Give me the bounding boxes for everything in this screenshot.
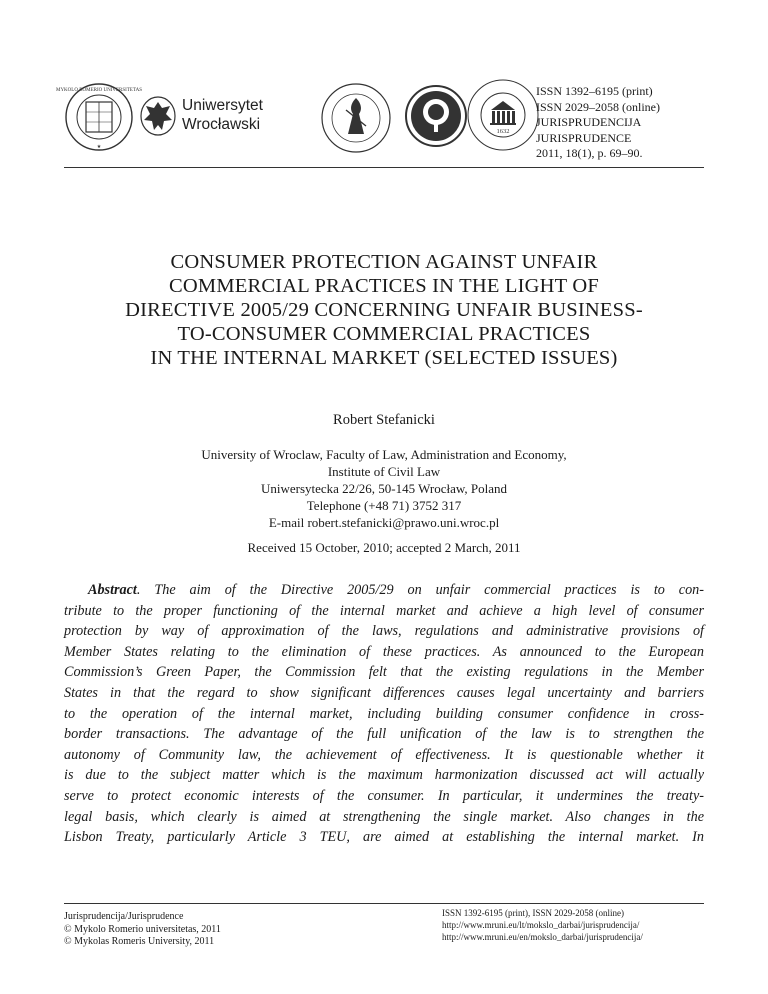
mru-seal-text: MYKOLO ROMERIO UNIVERSITETAS (56, 88, 142, 93)
article-title: CONSUMER PROTECTION AGAINST UNFAIR COMMERCIAL PRACTICES IN THE LIGHT OF DIRECTIVE 2005/29 CONCERNING UNFAIR BUSINESS- TO-CONSUMER COMMERCIAL PRACTICES IN THE INTERNAL MARKET (SELECTED ISSUES) (125, 251, 643, 369)
journal-link-en[interactable]: http://www.mruni.eu/en/mokslo_darbai/jurisprudencija/ (442, 932, 643, 942)
journal-name-en: JURISPRUDENCE (536, 130, 632, 145)
university-of-tartu-logo (464, 76, 542, 154)
eagle-icon (138, 94, 178, 138)
header-divider (64, 167, 704, 168)
masaryk-seal-icon (320, 82, 392, 154)
author-name: Robert Stefanicki (333, 412, 435, 428)
university-seal-logo (404, 84, 468, 148)
mru-seal-icon (56, 82, 142, 152)
tartu-year: 1632 (496, 128, 510, 135)
university-logos (56, 82, 524, 162)
author-email: E-mail robert.stefanicki@prawo.uni.wroc.pl (268, 515, 500, 530)
abstract: Abstract. The aim of the Directive 2005/29 on unfair commercial practices is to con- tribute to the proper functioning of the internal market and achieve a high level of consumer protection by way of approximation of the laws, regulations and administrative provisions of Member States relating to the elimination of these practices. As announced to the European Commission’s Green Paper, the Commission felt that the existing regulations in the Member States in that the regard to show significant differences causes legal uncertainty and barriers to the operation of the internal market, including building consumer confidence in cross- border transactions. The advantage of the full unification of the law is to strengthen the autonomy of Community law, the achievement of effectiveness. It is questionable whether it is due to the subject matter which is the maximum harmonization discussed act will actually serve to protect economic interests of the consumer. In particular, it undermines the treaty- legal basis, which clearly is aimed at strengthening the single market. Also changes in the Lisbon Treaty, particularly Article 3 TEU, are aimed at establishing the internal market. In (64, 582, 704, 846)
journal-link-lt[interactable]: http://www.mruni.eu/lt/mokslo_darbai/jurisprudencija/ (442, 920, 640, 930)
received-dates: Received 15 October, 2010; accepted 2 March, 2011 (247, 540, 521, 555)
journal-name-lt: JURISPRUDENCIJA (536, 115, 642, 129)
tree-seal-icon (404, 84, 468, 148)
volume-pages: 2011, 18(1), p. 69–90. (536, 146, 643, 160)
footer-copyright: Jurisprudencija/Jurisprudence © Mykolo Romerio universitetas, 2011 © Mykolas Romeris University, 2011 (64, 911, 221, 947)
footer-divider (64, 903, 704, 904)
issn-line: ISSN 1392–6195 (print) (536, 84, 653, 98)
svg-text:★: ★ (96, 145, 102, 150)
abstract-label: Abstract (88, 582, 137, 598)
university-of-wroclaw-logo (138, 94, 288, 140)
mykolas-romeris-university-logo (56, 82, 142, 152)
issn-block (536, 84, 660, 162)
author-affiliation: University of Wroclaw, Faculty of Law, Administration and Economy, Institute of Civil Law Uniwersytecka 22/26, 50-145 Wrocław, Poland Telephone (+48 71) 3752 317 E-mail robert.stefanicki@prawo.uni.wroc.pl (0, 446, 768, 531)
issn-line: ISSN 2029–2058 (online) (536, 99, 660, 114)
tartu-seal-icon (464, 76, 542, 154)
masaryk-university-logo (320, 82, 392, 154)
wroclaw-wordmark: Uniwersytet Wrocławski (182, 97, 263, 133)
footer-issn-links: ISSN 1392-6195 (print), ISSN 2029-2058 (online) http://www.mruni.eu/lt/mokslo_darbai/jurisprudencija/ http://www.mruni.eu/en/mokslo_darbai/jurisprudencija/ (442, 908, 643, 942)
